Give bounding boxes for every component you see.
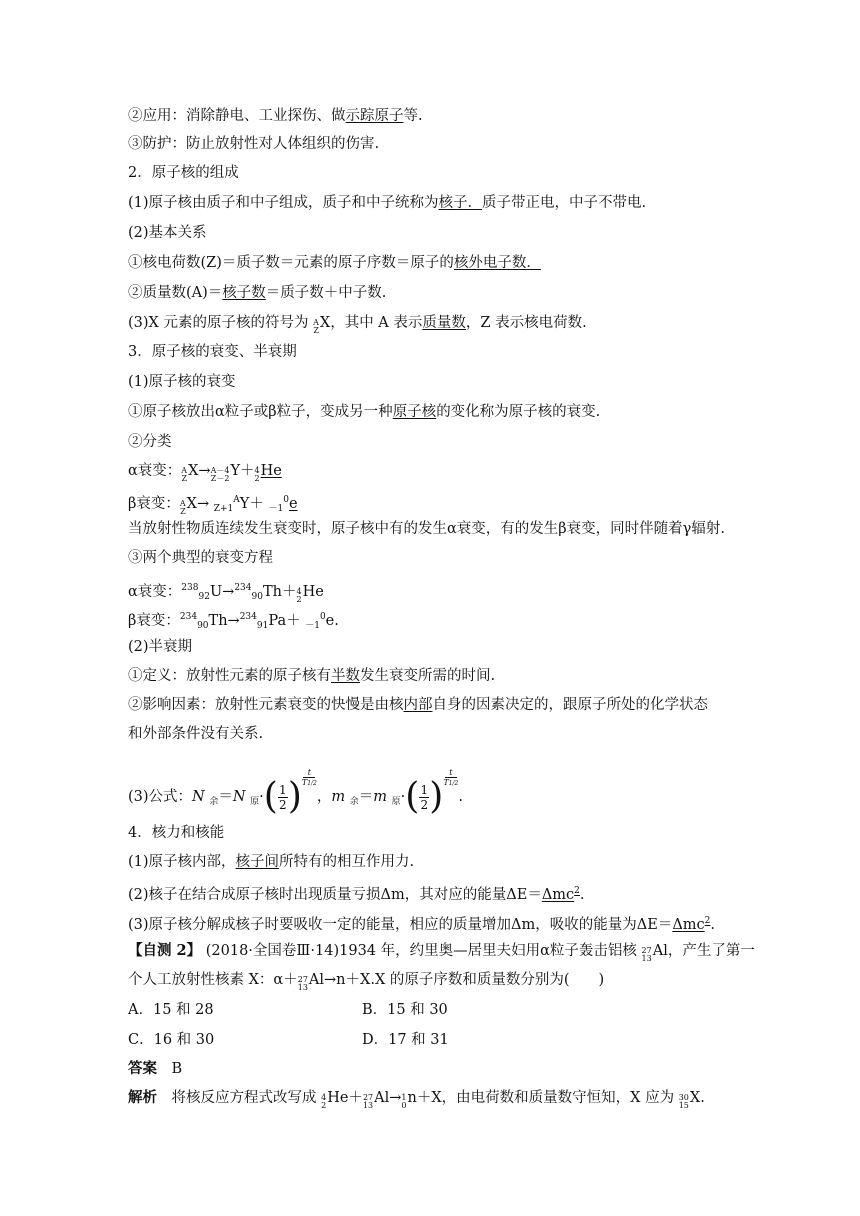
text-line: (2)基本关系 — [128, 225, 207, 241]
alpha-decay-general: α衰变： A Z X→ A－4 Z－2 Y＋ 4 2 He — [128, 463, 282, 483]
text-line: ①原子核放出α粒子或β粒子，变成另一种原子核的变化称为原子核的衰变. — [128, 404, 601, 420]
text-line: (3)X 元素的原子核的符号为 A Z X，其中 A 表示质量数，Z 表示核电荷数. — [128, 315, 587, 335]
alpha-decay-example: α衰变：$^{238}_{92}$U→$^{234}_{90}$Th＋ 4 2 He — [128, 583, 324, 604]
nuclide-symbol: A Z — [313, 318, 319, 335]
option-b: B．15 和 30 — [362, 1002, 448, 1018]
text-line: ②分类 — [128, 434, 172, 450]
text-line: ①定义：放射性元素的原子核有半数发生衰变所需的时间. — [128, 668, 496, 684]
question-stem: 【自测 2】 (2018·全国卷Ⅲ·14)1934 年，约里奥—居里夫妇用α粒子轰击铝核 27 13 Al，产生了第一 — [128, 942, 755, 963]
text-line: ②影响因素：放射性元素衰变的快慢是由核内部自身的因素决定的，跟原子所处的化学状态 — [128, 697, 708, 713]
beta-decay-example: β衰变：$^{234}_{90}$Th→$^{234}_{91}$Pa＋ $_{-1}^0$e. — [128, 612, 339, 631]
beta-decay-general: β衰变： A Z X→ $_{Z+1}^A$Y＋ $_{-1}^0$e — [128, 495, 298, 516]
option-c: C．16 和 30 — [128, 1032, 215, 1048]
question-stem: 个人工放射性核素 X：α＋ 27 13 Al→n＋X.X 的原子序数和质量数分别为( ) — [128, 972, 605, 992]
text-line: ③两个典型的衰变方程 — [128, 550, 273, 566]
explanation-line: 解析 将核反应方程式改写成 4 2 He＋ 27 13 Al→ 1 0 n＋X，由电荷数和质量数守恒知，X 应为 30 15 X. — [128, 1089, 705, 1110]
text-line: (1)原子核内部，核子间所特有的相互作用力. — [128, 854, 415, 870]
text-line: (1)原子核的衰变 — [128, 374, 236, 390]
text-line: ③防护：防止放射性对人体组织的伤害. — [128, 136, 380, 152]
text-line: (3)原子核分解成核子时要吸收一定的能量，相应的质量增加Δm，吸收的能量为ΔE＝Δmc$^2$. — [128, 916, 716, 933]
section-heading: 3．原子核的衰变、半衰期 — [128, 344, 297, 360]
section-heading: 4．核力和核能 — [128, 825, 225, 841]
option-a: A．15 和 28 — [128, 1002, 214, 1018]
text-line: 当放射性物质连续发生衰变时，原子核中有的发生α衰变，有的发生β衰变，同时伴随着γ辐射. — [128, 521, 725, 537]
half-life-formula: (3)公式：N $_余$＝N $_原$·( $\frac{1}{2}$ ) $\frac{t}{T1/2}$ ，m $_余$＝m $_原$·( $\frac{1}{2}$ ) $\frac{t}{T1/2}$ . — [128, 768, 463, 817]
section-heading: 2．原子核的组成 — [128, 165, 239, 181]
text-line: 和外部条件没有关系. — [128, 726, 264, 742]
text-line: (2)半衰期 — [128, 639, 193, 655]
text-line: ①核电荷数(Z)＝质子数＝元素的原子序数＝原子的核外电子数． — [128, 255, 541, 271]
answer-line: 答案 B — [128, 1060, 183, 1077]
text-line: ②应用：消除静电、工业探伤、做示踪原子等. — [128, 108, 423, 124]
text-line: (1)原子核由质子和中子组成，质子和中子统称为核子．质子带正电，中子不带电. — [128, 195, 647, 211]
text-line: ②质量数(A)＝核子数＝质子数＋中子数. — [128, 285, 387, 301]
text-line: (2)核子在结合成原子核时出现质量亏损Δm，其对应的能量ΔE＝Δmc$^2$. — [128, 886, 585, 903]
option-d: D．17 和 31 — [362, 1032, 449, 1048]
